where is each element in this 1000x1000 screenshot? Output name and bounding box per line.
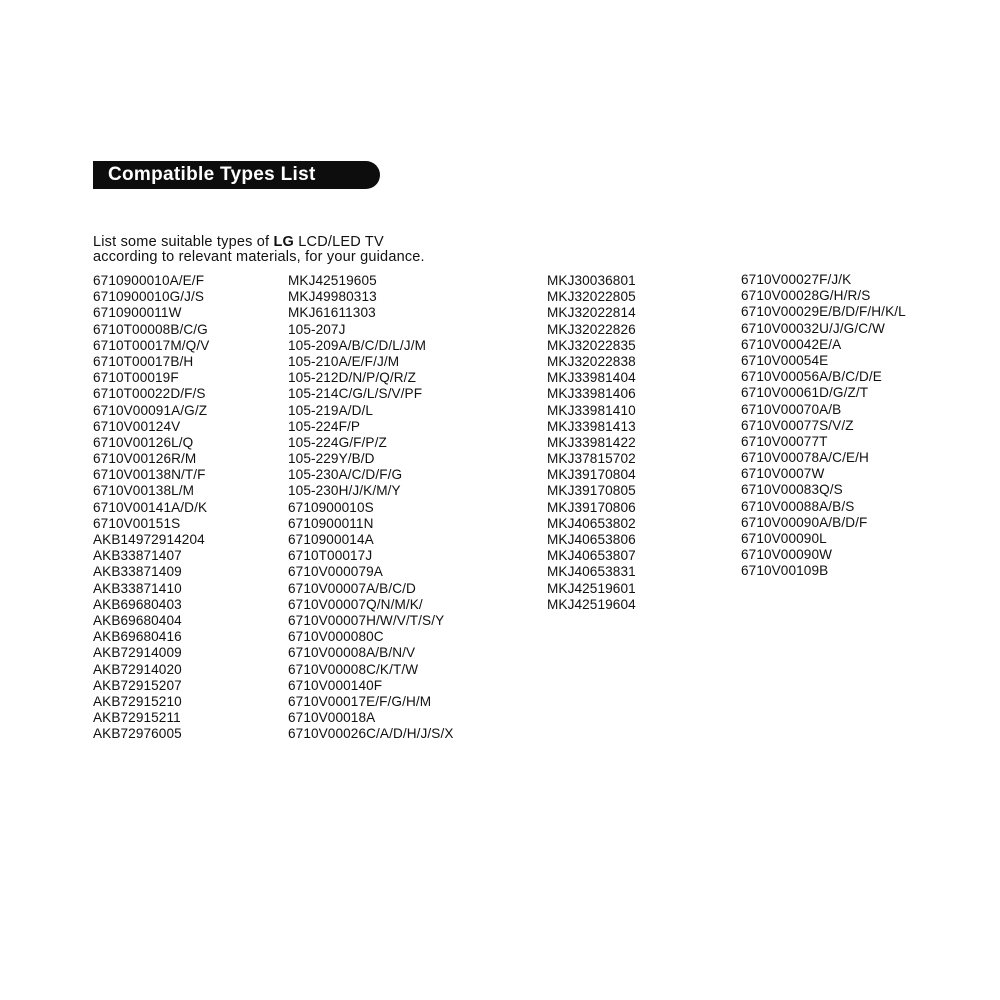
model-number: 6710V00017E/F/G/H/M xyxy=(288,693,432,709)
model-number: 6710V00126L/Q xyxy=(93,434,194,450)
model-number: MKJ32022835 xyxy=(547,337,636,353)
model-number: 6710V00090A/B/D/F xyxy=(741,514,868,530)
model-number: AKB72914020 xyxy=(93,661,182,677)
model-column-3 xyxy=(547,273,636,613)
model-number: AKB33871410 xyxy=(93,580,182,596)
model-number: 6710V00078A/C/E/H xyxy=(741,450,869,466)
model-number: 6710900011W xyxy=(93,305,182,321)
model-number: MKJ39170806 xyxy=(547,499,636,515)
intro-line-1 xyxy=(93,235,425,250)
model-number: MKJ40653802 xyxy=(547,515,636,531)
model-number: MKJ32022805 xyxy=(547,289,636,305)
model-number: 6710V00007H/W/V/T/S/Y xyxy=(288,612,445,628)
model-number: 6710V000140F xyxy=(288,677,383,693)
model-number: 6710T00017M/Q/V xyxy=(93,337,210,353)
model-number: 6710900010S xyxy=(288,499,374,515)
model-number: MKJ33981404 xyxy=(547,370,636,386)
model-number: 6710V000080C xyxy=(288,629,384,645)
model-number: AKB72914009 xyxy=(93,645,182,661)
model-number: 105-219A/D/L xyxy=(288,402,374,418)
model-number: 105-210A/E/F/J/M xyxy=(288,353,400,369)
model-number: AKB72915211 xyxy=(93,710,181,726)
model-number: AKB69680404 xyxy=(93,612,182,628)
model-number: 6710V00124V xyxy=(93,418,181,434)
model-number: AKB69680403 xyxy=(93,596,182,612)
intro-prefix: List some suitable types of xyxy=(93,234,274,250)
model-number: MKJ33981413 xyxy=(547,418,636,434)
model-number: 6710V00008C/K/T/W xyxy=(288,661,419,677)
model-number: 6710T00017J xyxy=(288,548,373,564)
model-number: MKJ42519605 xyxy=(288,273,377,288)
model-number: 105-229Y/B/D xyxy=(288,451,375,467)
model-number: 6710V00138N/T/F xyxy=(93,467,206,483)
model-number: 6710T00019F xyxy=(93,370,179,386)
model-number: 6710V00126R/M xyxy=(93,451,197,467)
model-number: 6710V00007Q/N/M/K/ xyxy=(288,596,423,612)
model-number: 6710900014A xyxy=(288,532,374,547)
model-number: 105-224G/F/P/Z xyxy=(288,434,387,450)
model-number: 6710V00091A/G/Z xyxy=(93,402,208,418)
model-number: MKJ40653831 xyxy=(547,564,636,580)
intro-line-2: according to relevant materials, for your guidance. xyxy=(93,249,425,265)
model-number: MKJ37815702 xyxy=(547,451,636,467)
model-number: 6710V00042E/A xyxy=(741,336,842,352)
model-number: 6710900010G/J/S xyxy=(93,289,205,305)
model-number: 6710V00070A/B xyxy=(741,401,842,417)
intro-text xyxy=(93,235,425,265)
model-number: 6710900010A/E/F xyxy=(93,273,205,288)
model-number: MKJ32022814 xyxy=(547,305,636,321)
model-number: AKB14972914204 xyxy=(93,532,205,547)
model-column-2 xyxy=(288,273,454,742)
model-number: 6710V00083Q/S xyxy=(741,482,843,498)
model-number: 6710V00061D/G/Z/T xyxy=(741,385,869,401)
model-number: MKJ30036801 xyxy=(547,273,636,288)
model-number: 6710900011N xyxy=(288,515,374,531)
model-number: AKB33871407 xyxy=(93,548,182,564)
title-banner xyxy=(93,161,380,189)
model-number: MKJ32022826 xyxy=(547,321,636,337)
model-number: 6710V00018A xyxy=(288,710,376,726)
model-number: 105-224F/P xyxy=(288,418,361,434)
model-number: 6710V00027F/J/K xyxy=(741,272,852,287)
model-number: 6710V00007A/B/C/D xyxy=(288,580,416,596)
model-number: 6710V00090L xyxy=(741,531,827,546)
model-number: 105-230A/C/D/F/G xyxy=(288,467,403,483)
model-number: 6710V00026C/A/D/H/J/S/X xyxy=(288,726,454,742)
model-number: 105-209A/B/C/D/L/J/M xyxy=(288,337,426,353)
model-number: 6710V00077S/V/Z xyxy=(741,417,854,433)
model-number: 105-214C/G/L/S/V/PF xyxy=(288,386,423,402)
model-number: MKJ33981406 xyxy=(547,386,636,402)
model-number: 105-207J xyxy=(288,321,346,337)
model-number: 6710V00008A/B/N/V xyxy=(288,645,416,661)
model-number: 6710V00109B xyxy=(741,563,829,579)
model-number: MKJ42519601 xyxy=(547,580,636,596)
model-number: 6710V00029E/B/D/F/H/K/L xyxy=(741,304,906,320)
model-number: 6710V00032U/J/G/C/W xyxy=(741,320,885,336)
model-number: MKJ32022838 xyxy=(547,353,636,369)
model-number: MKJ42519604 xyxy=(547,596,636,612)
model-number: 6710V00138L/M xyxy=(93,483,195,499)
model-number: 6710V00054E xyxy=(741,352,829,368)
model-number: MKJ33981422 xyxy=(547,434,636,450)
model-number: AKB72915210 xyxy=(93,693,182,709)
model-number: 105-212D/N/P/Q/R/Z xyxy=(288,370,416,386)
model-number: AKB72915207 xyxy=(93,677,182,693)
model-number: 6710V00090W xyxy=(741,547,833,563)
model-number: 6710V00077T xyxy=(741,433,828,449)
model-number: 6710V00028G/H/R/S xyxy=(741,288,871,304)
model-number: 6710T00022D/F/S xyxy=(93,386,206,402)
model-column-4 xyxy=(741,272,906,580)
model-number: 6710V00141A/D/K xyxy=(93,499,208,515)
model-number: MKJ40653806 xyxy=(547,532,636,547)
page-title: Compatible Types List xyxy=(108,164,316,185)
intro-suffix: LCD/LED TV xyxy=(294,234,384,250)
model-number: 6710V000079A xyxy=(288,564,383,580)
model-number: AKB33871409 xyxy=(93,564,182,580)
model-number: MKJ39170805 xyxy=(547,483,636,499)
model-number: 6710T00008B/C/G xyxy=(93,321,208,337)
model-number: AKB72976005 xyxy=(93,726,182,742)
model-number: MKJ40653807 xyxy=(547,548,636,564)
model-number: 6710V0007W xyxy=(741,466,825,482)
model-number: AKB69680416 xyxy=(93,629,182,645)
model-number: 6710T00017B/H xyxy=(93,353,194,369)
model-number: MKJ33981410 xyxy=(547,402,636,418)
brand-name: LG xyxy=(273,234,295,250)
model-number: 6710V00056A/B/C/D/E xyxy=(741,369,882,385)
model-number: 105-230H/J/K/M/Y xyxy=(288,483,401,499)
model-number: 6710V00088A/B/S xyxy=(741,498,855,514)
model-number: MKJ49980313 xyxy=(288,289,377,305)
model-number: MKJ39170804 xyxy=(547,467,636,483)
model-number: 6710V00151S xyxy=(93,515,181,531)
model-number: MKJ61611303 xyxy=(288,305,376,321)
model-column-1 xyxy=(93,273,209,742)
